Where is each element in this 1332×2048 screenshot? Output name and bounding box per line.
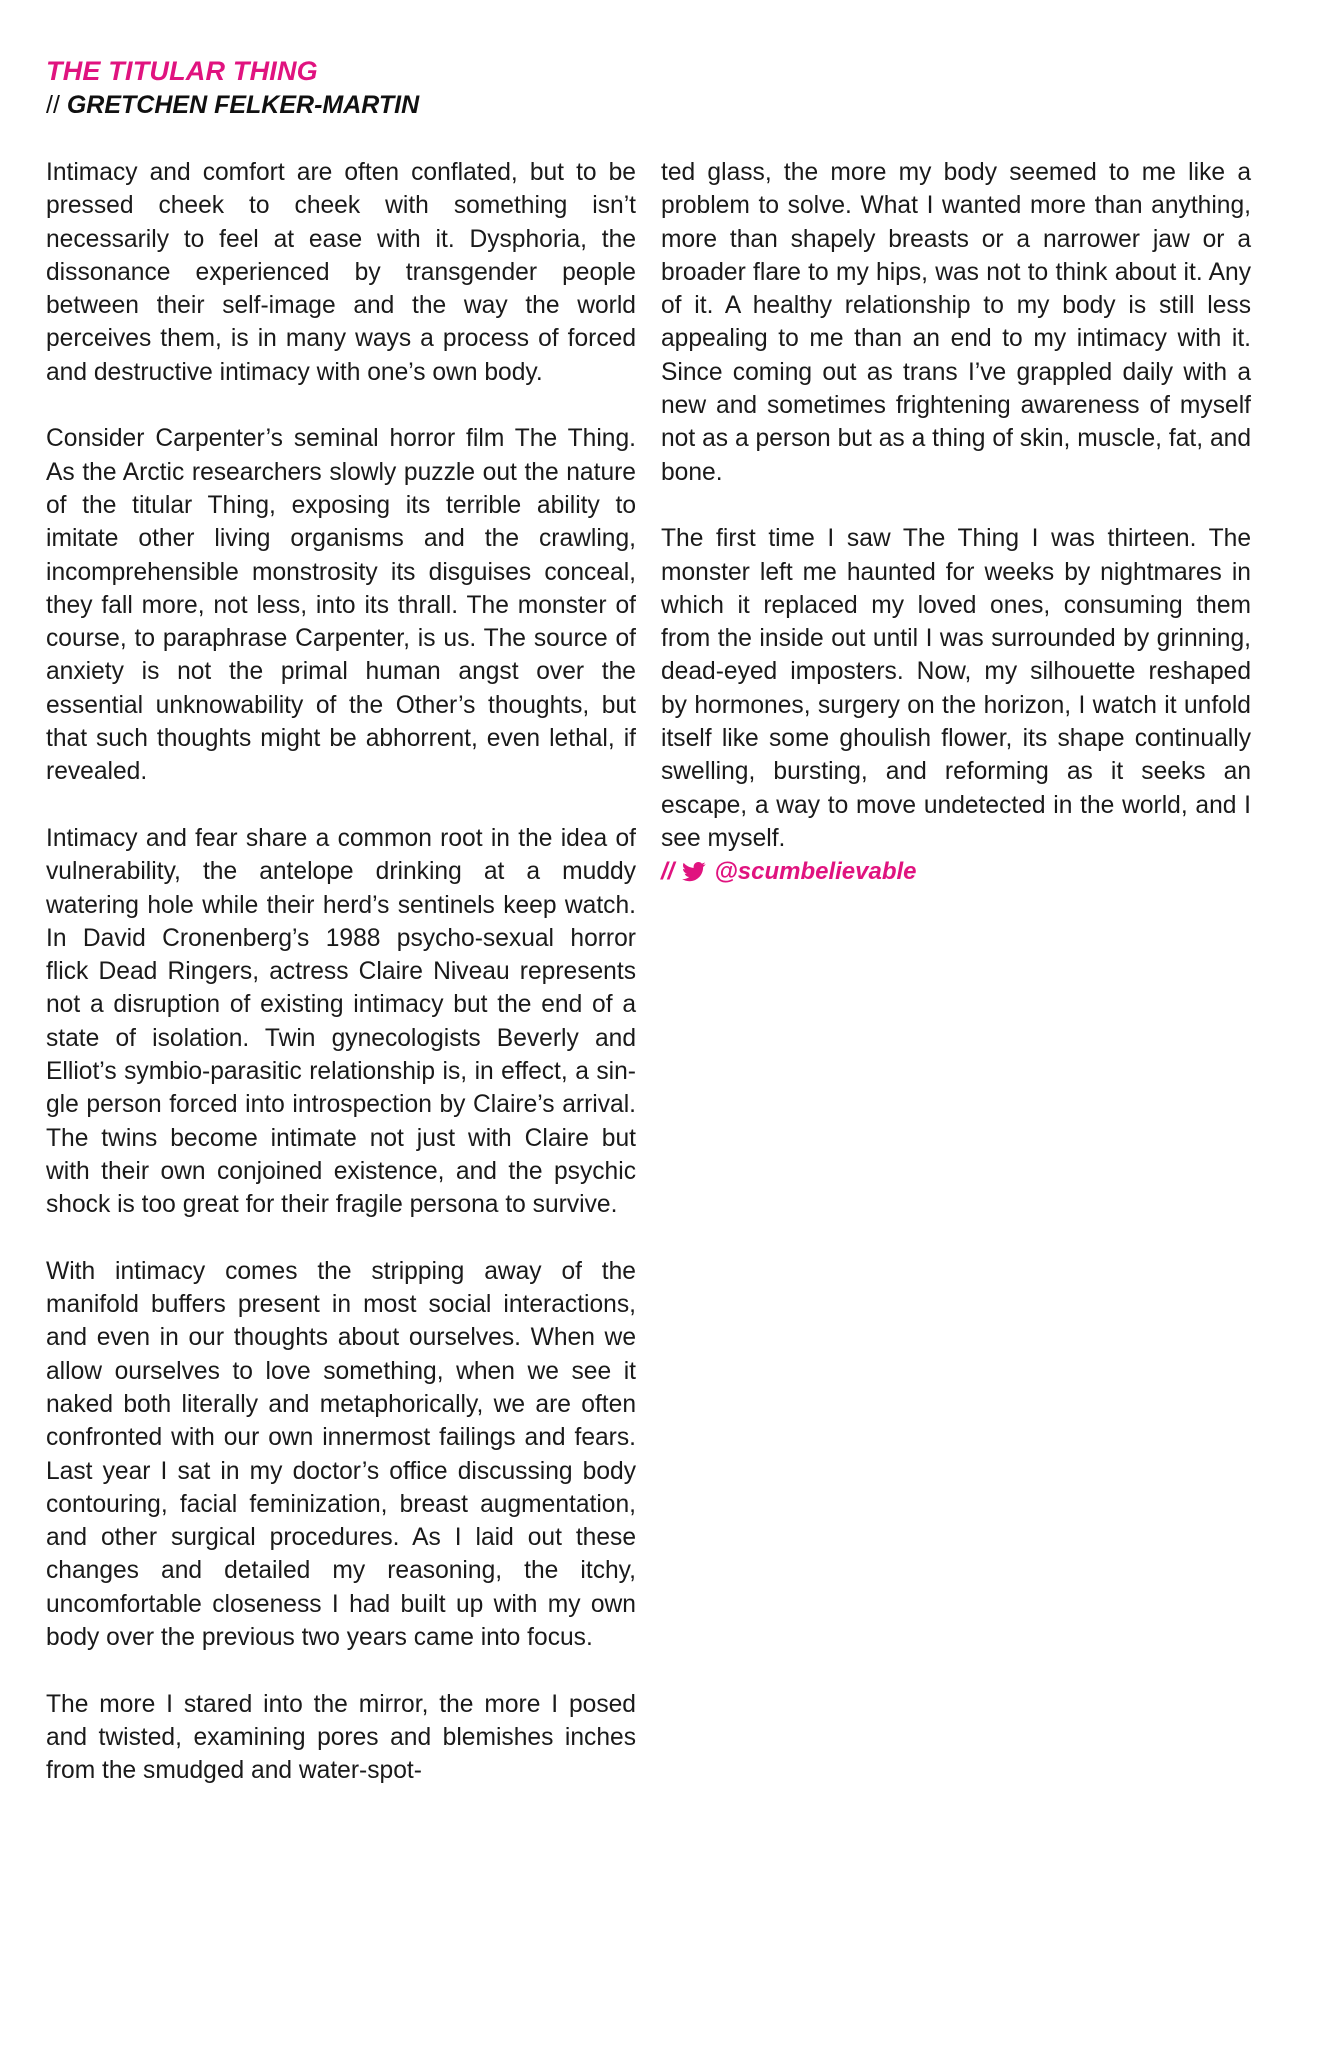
byline <box>46 88 746 122</box>
paragraph: Consider Carpenter’s seminal horror film The Thing. As the Arctic researchers slowly puzzle out the nature of the titular Thing, exposing its terrible ability to imitate other living organisms and the crawling, incomprehensible monstrosity its disguises conceal, they fall more, not less, into its thrall. The monster of course, to paraphrase Carpenter, is us. The source of anxiety is not the primal human angst over the essential unknowability of the Other’s thoughts, but that such thoughts might be abhorrent, even lethal, if revealed. <box>46 425 636 786</box>
article-header <box>46 54 746 122</box>
author-sign-off <box>661 855 1251 888</box>
sign-off-prefix: // <box>661 858 675 886</box>
paragraph: The first time I saw The Thing I was thirteen. The monster left me haunted for weeks by nightmares in which it replaced my loved ones, consuming them from the inside out until I was surrounded by grinning, dead-eyed imposters. Now, my silhouette reshaped by hormones, surgery on the horizon, I watch it unfold itself like some ghoulish flower, its shape continually swelling, bursting, and reforming as it seeks an escape, a way to move undetected in the world, and I see myself. <box>661 525 1251 852</box>
paragraph: With intimacy comes the stripping away of the manifold buffers present in most social interactions, and even in our thoughts about ourselves. When we allow ourselves to love something, when we see it naked both literally and metaphorically, we are often confronted with our own innermost failings and fears. Last year I sat in my doctor’s office discussing body contouring, facial feminization, breast augmentation, and other surgical procedures. As I laid out these changes and detailed my reasoning, the itchy, uncomfortable closeness I had built up with my own body over the previous two years came into focus. <box>46 1257 636 1652</box>
paragraph: ted glass, the more my body seemed to me like a problem to solve. What I wanted more than anything, more than shapely breasts or a narrower jaw or a broader flare to my hips, was not to think about it. Any of it. A healthy relationship to my body is still less appealing to me than an end to my intimacy with it. Since coming out as trans I’ve grappled daily with a new and sometimes frightening awareness of myself not as a person but as a thing of skin, muscle, fat, and bone. <box>661 159 1251 486</box>
left-column <box>46 156 636 1788</box>
byline-prefix: // <box>46 91 60 119</box>
author-name: GRETCHEN FELKER-MARTIN <box>66 91 420 119</box>
twitter-bird-icon <box>682 862 706 882</box>
paragraph: The more I stared into the mirror, the more I posed and twisted, examining pores and blemishes inches from the smudged and water-spot- <box>46 1690 636 1785</box>
article-title: THE TITULAR THING <box>46 56 318 86</box>
twitter-handle[interactable]: @scumbelievable <box>714 858 917 886</box>
paragraph: Intimacy and comfort are often conflated, but to be pressed cheek to cheek with something isn’t necessarily to feel at ease with it. Dysphoria, the dissonance experienced by transgender people between their self-image and the way the world perceives them, is in many ways a process of forced and destructive intimacy with one’s own body. <box>46 159 636 386</box>
right-column <box>661 156 1251 889</box>
paragraph: Intimacy and fear share a common root in the idea of vulnerability, the antelope drinking at a muddy watering hole while their herd’s sentinels keep watch. In David Cronenberg’s 1988 psycho-sexual horror flick Dead Ringers, actress Claire Niveau represents not a disruption of existing intimacy but the end of a state of isolation. Twin gynecologists Beverly and Elliot’s symbio-parasitic relationship is, in effect, a single person forced into introspection by Claire’s arrival. The twins become intimate not just with Claire but with their own conjoined existence, and the psychic shock is too great for their fragile persona to survive. <box>46 824 636 1219</box>
